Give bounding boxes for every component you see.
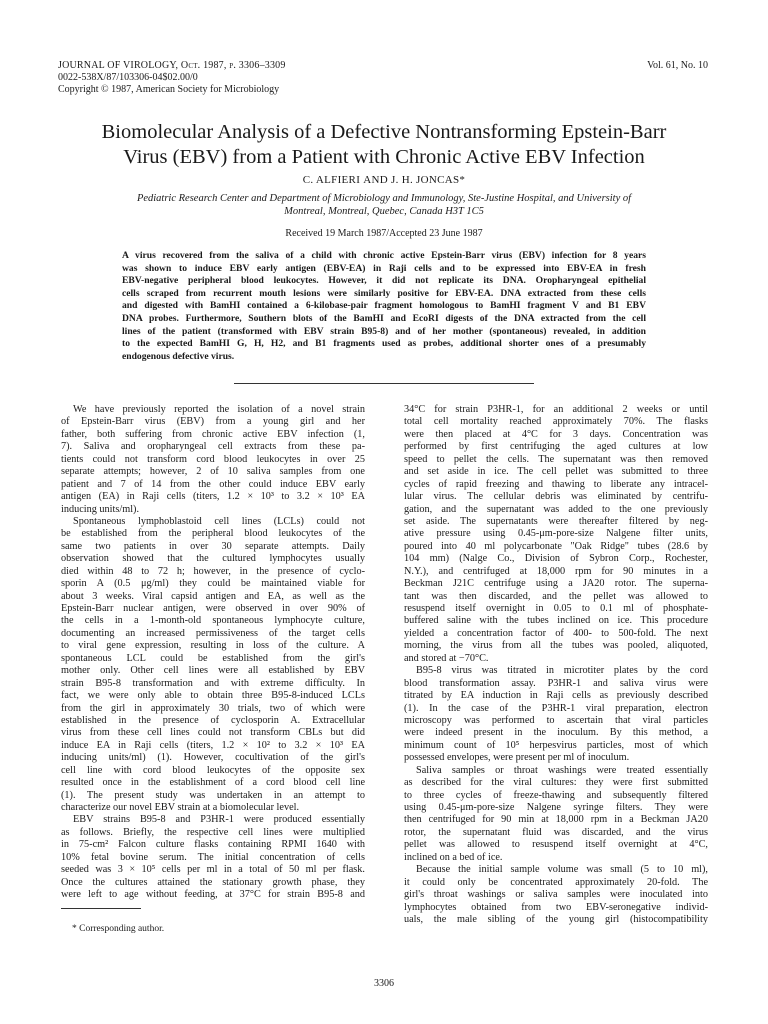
body-line: (1). In the case of the P3HR-1 viral preparation, electron <box>404 702 708 714</box>
body-line: Epstein-Barr nuclear antigen, were observed in over 90% of <box>61 603 365 614</box>
abstract-line: and digested with BamHI contained a 6-kilobase-pair fragment homologous to BamHI fragment V and B1 EBV <box>122 300 646 312</box>
body-line: 34°C for strain P3HR-1, for an additional 2 weeks or until <box>404 404 708 415</box>
body-line: resuspend itself overnight in 0.05 to 0.1 ml of phosphate- <box>404 603 708 614</box>
body-line: were then placed at 4°C for 3 days. Concentration was <box>404 428 708 440</box>
body-line: rotor, the supernatant fluid was discarded, and the virus <box>404 826 708 838</box>
body-line: pellet was allowed to resuspend itself overnight at 4°C, <box>404 839 708 851</box>
body-line: set aside. The supernatants were thereafter filtered by neg- <box>404 515 708 527</box>
body-line: to viral gene expression, resulting in loss of the culture. A <box>61 640 365 652</box>
body-line: it could only be concentrated approximately 20-fold. The <box>404 876 708 888</box>
affiliation <box>60 192 708 218</box>
abstract-line: DNA probes. Furthermore, Southern blots of the BamHI and EcoRI digests of the DNA extracted from the cell <box>122 312 646 324</box>
journal-header <box>58 60 286 96</box>
body-line: inclined on a bed of ice. <box>404 851 503 863</box>
body-line: 10% fetal bovine serum. The initial concentration of cells <box>61 851 365 863</box>
body-line: strain B95-8 transformation and with extreme difficulty. In <box>61 677 365 689</box>
author-name: J. H. JONCAS* <box>391 174 466 186</box>
body-line: inducing units/ml) (1). However, cocultivation of the girl's <box>61 752 365 764</box>
body-line: Spontaneous lymphoblastoid cell lines (LCLs) could not <box>73 515 365 527</box>
body-line: uals, the male sibling of the young girl (histocompatibility <box>404 913 708 925</box>
abstract-line: cells scraped from recurrent mouth lesions were similarly positive for EBV-EA. DNA extracted from these cells <box>122 287 646 299</box>
body-line: patient and 7 of 14 from the other could induce EBV early <box>61 478 365 490</box>
body-line: were indeed present in the inoculum. By this method, a <box>404 727 708 739</box>
body-line: speed to pellet the cells. The supernatant was then removed <box>404 453 708 465</box>
body-line: girl's throat washings or saliva samples were inoculated into <box>404 889 708 901</box>
received-dates: Received 19 March 1987/Accepted 23 June 1987 <box>285 228 483 239</box>
body-line: virus from these cell lines could not transform CBLs but did <box>61 727 365 739</box>
volume-issue: Vol. 61, No. 10 <box>647 60 708 71</box>
copyright-line: Copyright © 1987, American Society for Microbiology <box>58 84 280 95</box>
journal-citation: JOURNAL OF VIROLOGY, Oct. 1987, p. 3306–3309 <box>58 60 286 71</box>
abstract-line: A virus recovered from the saliva of a child with chronic active Epstein-Barr virus (EBV) infection for 8 years <box>122 250 646 261</box>
body-line: as described for the viral cultures: they were first submitted <box>404 777 708 789</box>
body-line: father, both suffering from chronic active EBV infection (1, <box>61 428 365 440</box>
body-line: 104 mm) (Nalge Co., Division of Sybron Corp., Rochester, <box>404 553 708 565</box>
body-line: cell line with cord blood leukocytes of the opposite sex <box>61 764 365 776</box>
body-line: sporin A (0.5 μg/ml) they could be maintained viable for <box>61 578 365 590</box>
body-line: performed by first centrifuging the aged cultures at low <box>404 441 708 453</box>
abstract-line: was shown to induce EBV early antigen (EBV-EA) in Raji cells and to be expressed into EBV-EA in fresh <box>122 262 646 274</box>
body-line: 7). Saliva and oropharyngeal cell extracts from these pa- <box>61 441 365 453</box>
author-conjunction: AND <box>363 174 388 186</box>
abstract <box>122 250 646 363</box>
body-line: ative pressure using 0.45-μm-pore-size Nalgene filter units, <box>404 528 708 540</box>
body-line: same two patients in over 30 separate attempts. Daily <box>61 540 365 552</box>
body-line: gation, and the supernatant was added to the one previously <box>404 503 708 515</box>
body-line: (1). The present study was undertaken in an attempt to <box>61 789 365 801</box>
body-line: to three cycles of freeze-thawing and subsequently filtered <box>404 789 708 801</box>
body-line: documenting an increased permissiveness of the target cells <box>61 627 365 639</box>
body-line: microscopy was performed to ascertain that viral particles <box>404 714 708 726</box>
body-line: fact, we were only able to obtain three B95-8-induced LCLs <box>61 690 365 702</box>
body-line: and stored at −70°C. <box>404 652 489 664</box>
body-line: induce EA in Raji cells (titers, 1.2 × 10² to 3.2 × 10³ EA <box>61 739 365 751</box>
body-line: cycles of rapid freezing and thawing to liberate any intracel- <box>404 478 708 490</box>
body-line: established in the presence of cyclosporin A. Extracellular <box>61 714 365 726</box>
body-line: Beckman J21C centrifuge using a JA20 rotor. The superna- <box>404 578 708 590</box>
body-line: antigen (EA) in Raji cells (titers, 1.2 × 10³ to 3.2 × 10³ EA <box>61 491 365 503</box>
body-line: blood transformation assay. P3HR-1 and saliva virus were <box>404 677 708 689</box>
body-line: B95-8 virus was titrated in microtiter plates by the cord <box>416 665 708 677</box>
body-line: from the girl in approximately 30 trials, two of which were <box>61 702 365 714</box>
body-line: spontaneous LCL could be established from the girl's <box>61 652 365 664</box>
body-line: died within 48 to 72 h; however, in the presence of cyclo- <box>61 565 365 577</box>
body-line: in 75-cm² Falcon culture flasks containing RPMI 1640 with <box>61 839 365 851</box>
body-line: buffered saline with the tubes inclined on ice. This procedure <box>404 615 708 627</box>
footnote-divider <box>61 908 141 909</box>
body-line: N.Y.), and centrifuged at 18,000 rpm for 90 minutes in a <box>404 565 708 577</box>
author-line <box>0 174 768 186</box>
abstract-line: to the expected BamHI G, H, H2, and B1 fragments used as probes, additional shorter ones of a presumably <box>122 338 646 350</box>
body-line: and set aside in ice. The cell pellet was submitted to three <box>404 466 708 478</box>
body-line: tients could not transform cord blood leukocytes in over 25 <box>61 453 365 465</box>
body-line: Once the cultures attained the stationary growth phase, they <box>61 876 365 888</box>
body-line: We have previously reported the isolation of a novel strain <box>73 404 365 415</box>
abstract-divider <box>234 383 534 384</box>
title-line: Virus (EBV) from a Patient with Chronic Active EBV Infection <box>123 146 645 168</box>
body-line: yielded a concentration factor of 400- to 500-fold. The next <box>404 627 708 639</box>
body-line: inducing units/ml). <box>61 503 140 515</box>
body-line: lymphocytes obtained from two EBV-seronegative individ- <box>404 901 708 913</box>
body-line: separate attempts; however, 2 of 10 saliva samples from one <box>61 466 365 478</box>
body-column-right <box>404 404 708 926</box>
body-line: titrated by EA induction in Raji cells as previously described <box>404 690 708 702</box>
title-line: Biomolecular Analysis of a Defective Nontransforming Epstein-Barr <box>101 121 667 143</box>
body-column-left <box>61 404 365 902</box>
body-line: poured into 40 ml polycarbonate "Oak Ridge" tubes (28.6 by <box>404 540 708 552</box>
body-line: characterize our novel EBV strain at a biomolecular level. <box>61 802 300 813</box>
body-line: Saliva samples or throat washings were treated essentially <box>416 764 708 776</box>
body-line: as follows. Briefly, the respective cell lines were multiplied <box>61 826 365 838</box>
body-line: were left to age without feeding, at 37°C for strain B95-8 and <box>61 889 365 901</box>
body-line: be established from the peripheral blood leukocytes of the <box>61 528 365 540</box>
affiliation-line: Montreal, Montreal, Quebec, Canada H3T 1C5 <box>284 206 484 217</box>
body-line: then centrifuged for 90 min at 18,000 rpm in a Beckman JA20 <box>404 814 708 826</box>
abstract-line: EBV-negative peripheral blood leukocytes. However, it did not replicate its DNA. Oropharyngeal epithelial <box>122 275 646 287</box>
article-title <box>40 120 728 170</box>
body-line: about 3 weeks. Viral capsid antigen and EA, as well as the <box>61 590 365 602</box>
body-line: observation showed that the cultured lymphocytes usually <box>61 553 365 565</box>
body-line: mother only. Other cell lines were all established by EBV <box>61 665 365 677</box>
body-line: minimum count of 10⁵ herpesvirus particles, most of which <box>404 739 708 751</box>
body-line: of Epstein-Barr virus (EBV) from a young girl and her <box>61 416 365 428</box>
body-line: seeded was 3 × 10⁵ cells per ml in a total of 50 ml per flask. <box>61 864 365 876</box>
body-line: lular virus. The cellular debris was eliminated by centrifu- <box>404 491 708 503</box>
page-number: 3306 <box>374 978 394 989</box>
body-line: total cell mortality reached approximately 70%. The flasks <box>404 416 708 428</box>
abstract-line: lines of the patient (transformed with EBV strain B95-8) and of her mother (spontaneous) revealed, in addition <box>122 325 646 337</box>
abstract-line: endogenous defective virus. <box>122 350 235 362</box>
body-line: possessed envelopes, were present per ml of inoculum. <box>404 752 630 764</box>
body-line: tant was then discarded, and the pellet was allowed to <box>404 590 708 602</box>
body-line: EBV strains B95-8 and P3HR-1 were produced essentially <box>73 814 365 826</box>
body-line: using 0.45-μm-pore-size Nalgene syringe filters. They were <box>404 802 708 813</box>
issn-line: 0022-538X/87/103306-04$02.00/0 <box>58 72 198 83</box>
author-name: C. ALFIERI <box>302 174 361 186</box>
body-line: the cells in a 1-month-old spontaneous lymphocyte culture, <box>61 615 365 627</box>
footnote: * Corresponding author. <box>72 924 165 934</box>
body-line: Because the initial sample volume was small (5 to 10 ml), <box>416 864 708 876</box>
affiliation-line: Pediatric Research Center and Department of Microbiology and Immunology, Ste-Justine Hospital, and University of <box>136 193 632 204</box>
body-line: resulted once in the establishment of a cord blood cell line <box>61 777 365 789</box>
body-line: morning, the virus from all the tubes was pooled, aliquoted, <box>404 640 708 652</box>
